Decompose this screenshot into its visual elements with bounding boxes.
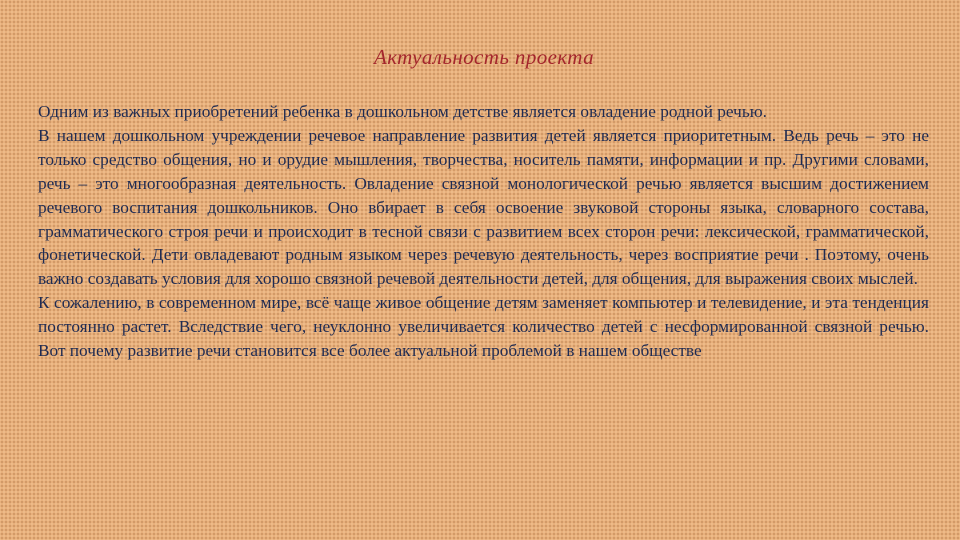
paragraph-main: В нашем дошкольном учреждении речевое направление развития детей является приоритетным. Ведь речь – это не только средство общения, но и орудие мышления, творчества, носитель памяти, информации и пр. Другими словами, речь – это многообразная деятельность. Овладение связной монологической речью является высшим достижением речевого воспитания дошкольников. Оно вбирает в себя освоение звуковой стороны языка, словарного состава, грамматического строя речи и происходит в тесной связи с развитием всех сторон речи: лексической, грамматической, фонетической. Дети овладевают родным языком через речевую деятельность, через восприятие речи . Поэтому, очень важно создавать условия для хорошо связной речевой деятельности детей, для общения, для выражения своих мыслей.	[38, 125, 929, 289]
slide-title: Актуальность проекта	[373, 45, 595, 69]
paragraph-intro: Одним из важных приобретений ребенка в дошкольном детстве является овладение родной речью.	[38, 102, 767, 121]
slide-body	[38, 100, 929, 363]
paragraph-conclusion: К сожалению, в современном мире, всё чаще живое общение детям заменяет компьютер и телевидение, и эта тенденция постоянно растет. Вследствие чего, неуклонно увеличивается количество детей с несформированной связной речью. Вот почему развитие речи становится все более актуальной проблемой в нашем обществе	[38, 293, 929, 361]
